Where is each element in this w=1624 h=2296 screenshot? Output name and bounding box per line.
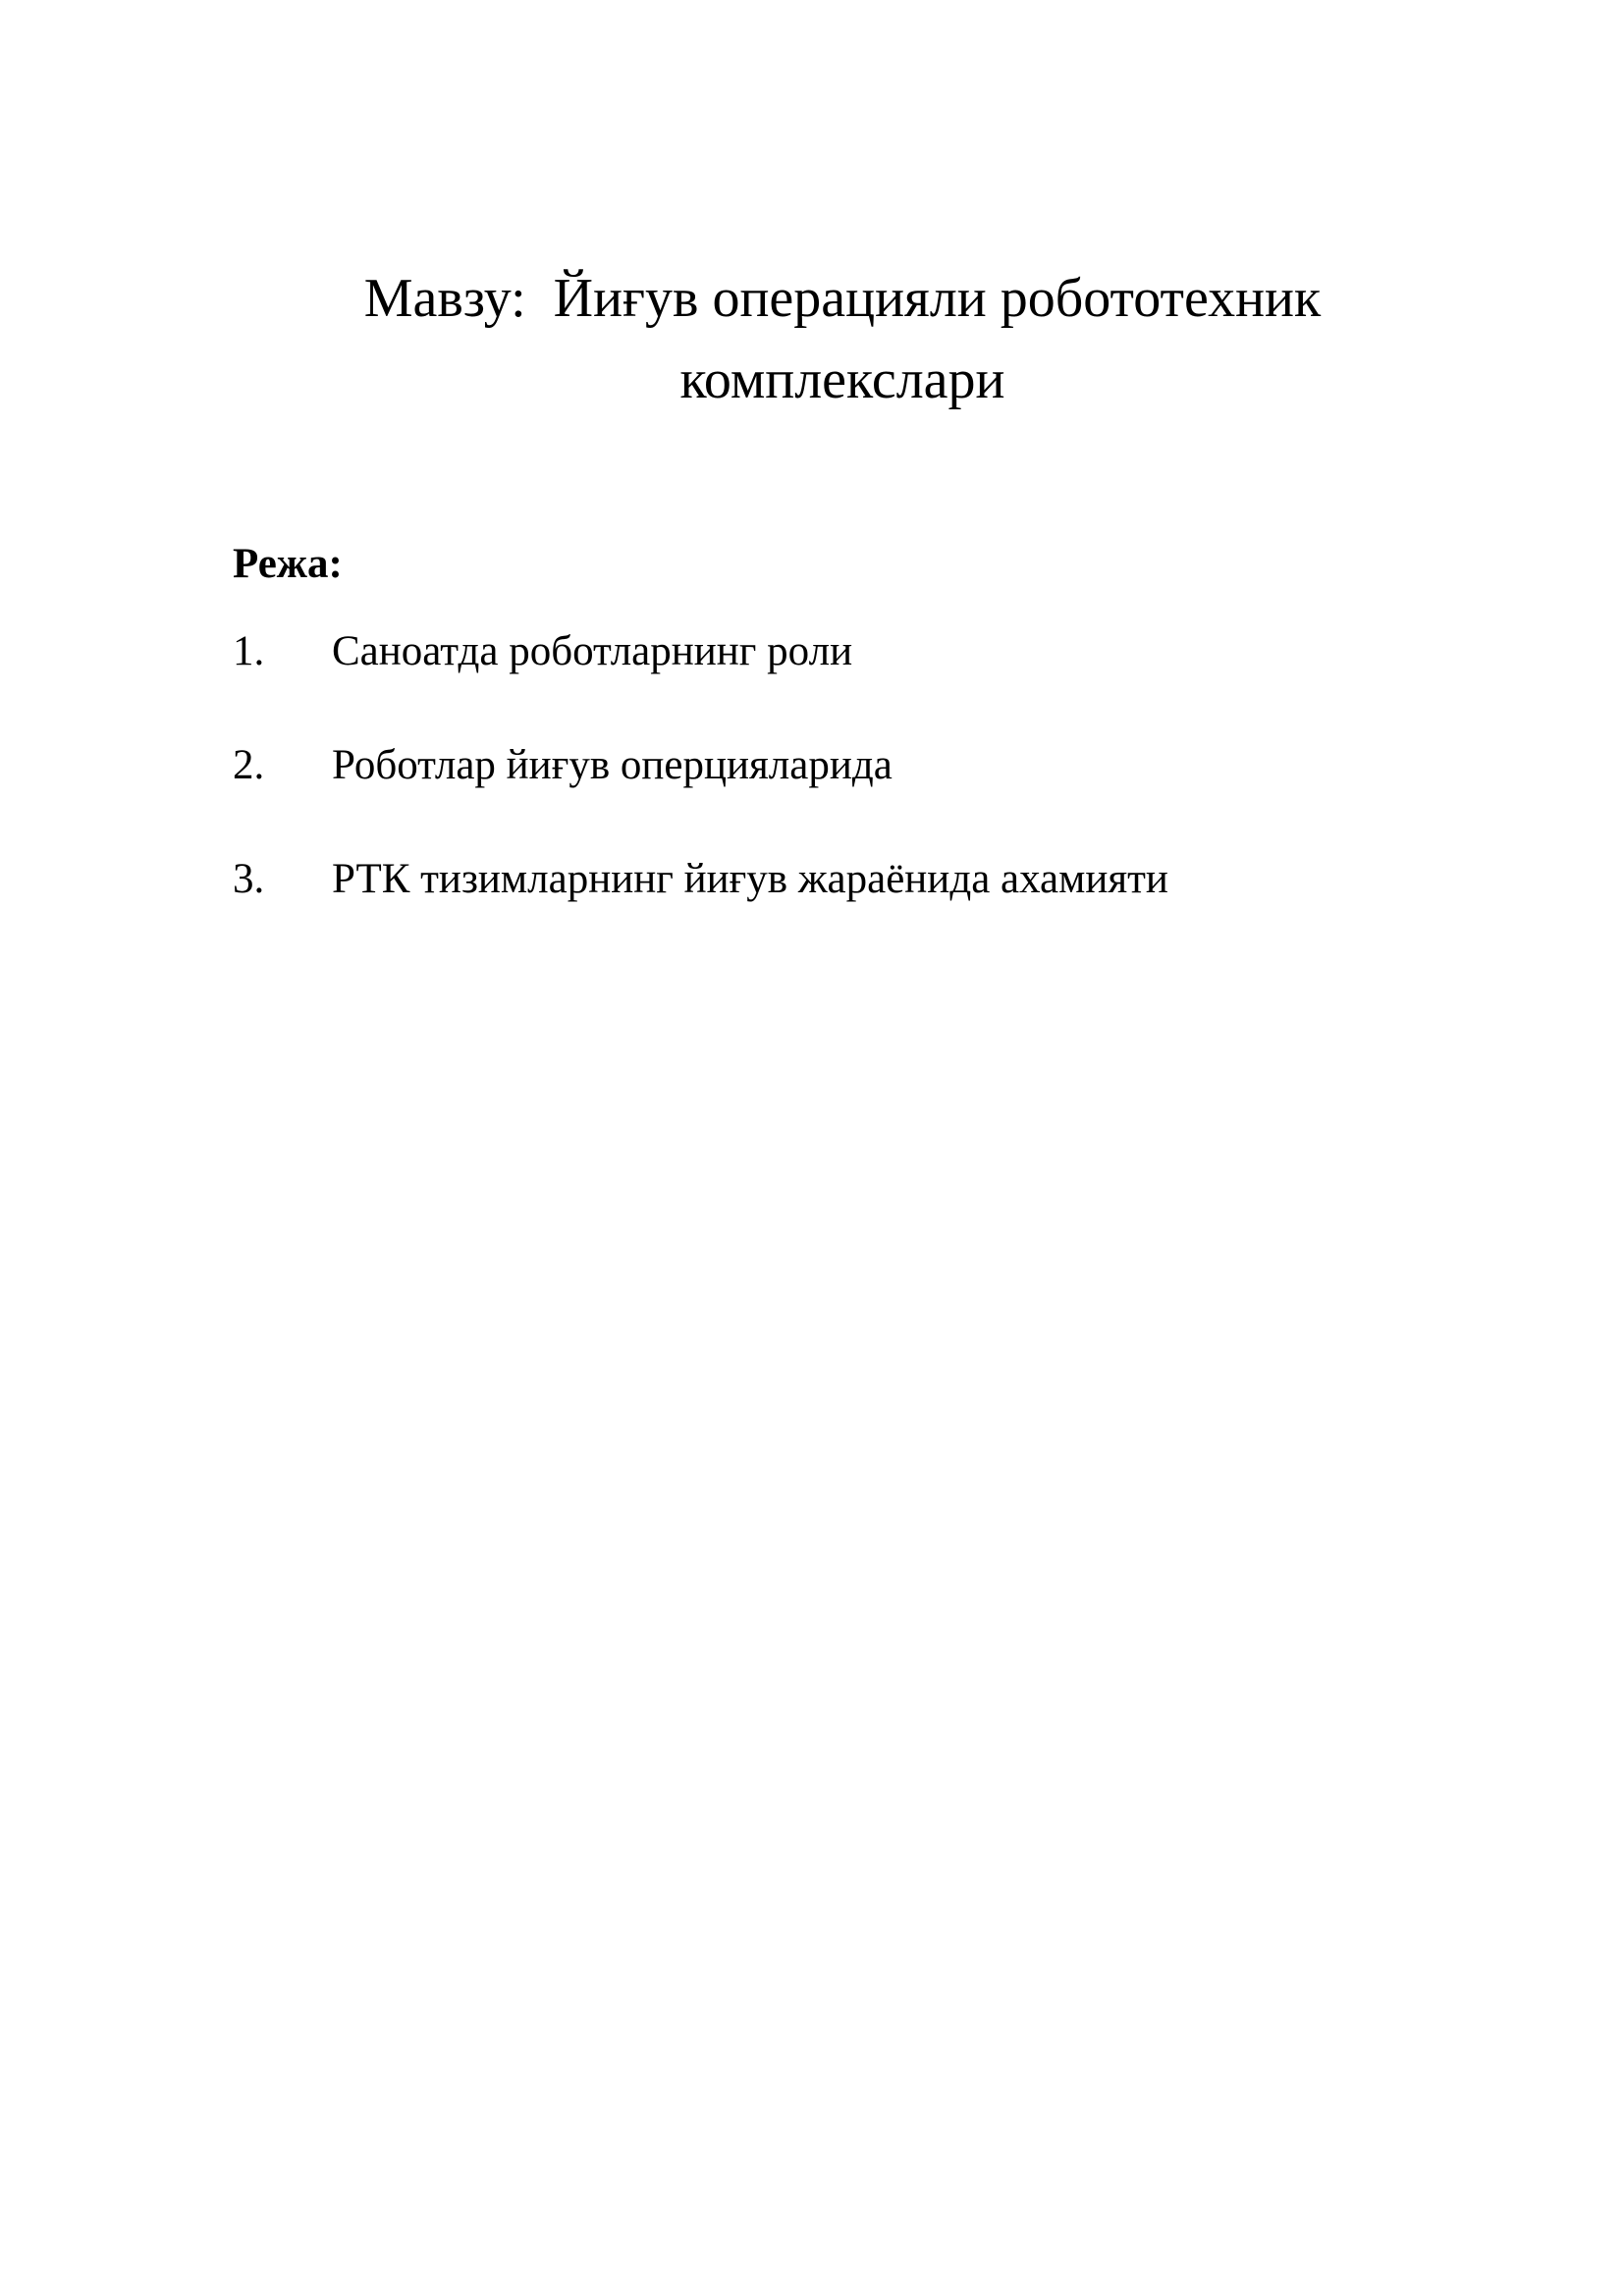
plan-item-number: 1. xyxy=(233,628,265,674)
plan-item-text: РТК тизимларнинг йиғув жараёнида ахамияти xyxy=(332,856,1168,902)
plan-item-number: 3. xyxy=(233,856,265,902)
title-line-2: комплекслари xyxy=(679,349,1005,410)
plan-item-text: Саноатда роботларнинг роли xyxy=(332,628,853,674)
plan-item-number: 2. xyxy=(233,742,265,788)
plan-item-text: Роботлар йиғув оперцияларида xyxy=(332,742,893,788)
title-line-1: Мавзу: Йиғув операцияли робототехник xyxy=(363,268,1322,329)
page-title xyxy=(233,258,1452,421)
plan-heading: Режа: xyxy=(233,541,343,587)
